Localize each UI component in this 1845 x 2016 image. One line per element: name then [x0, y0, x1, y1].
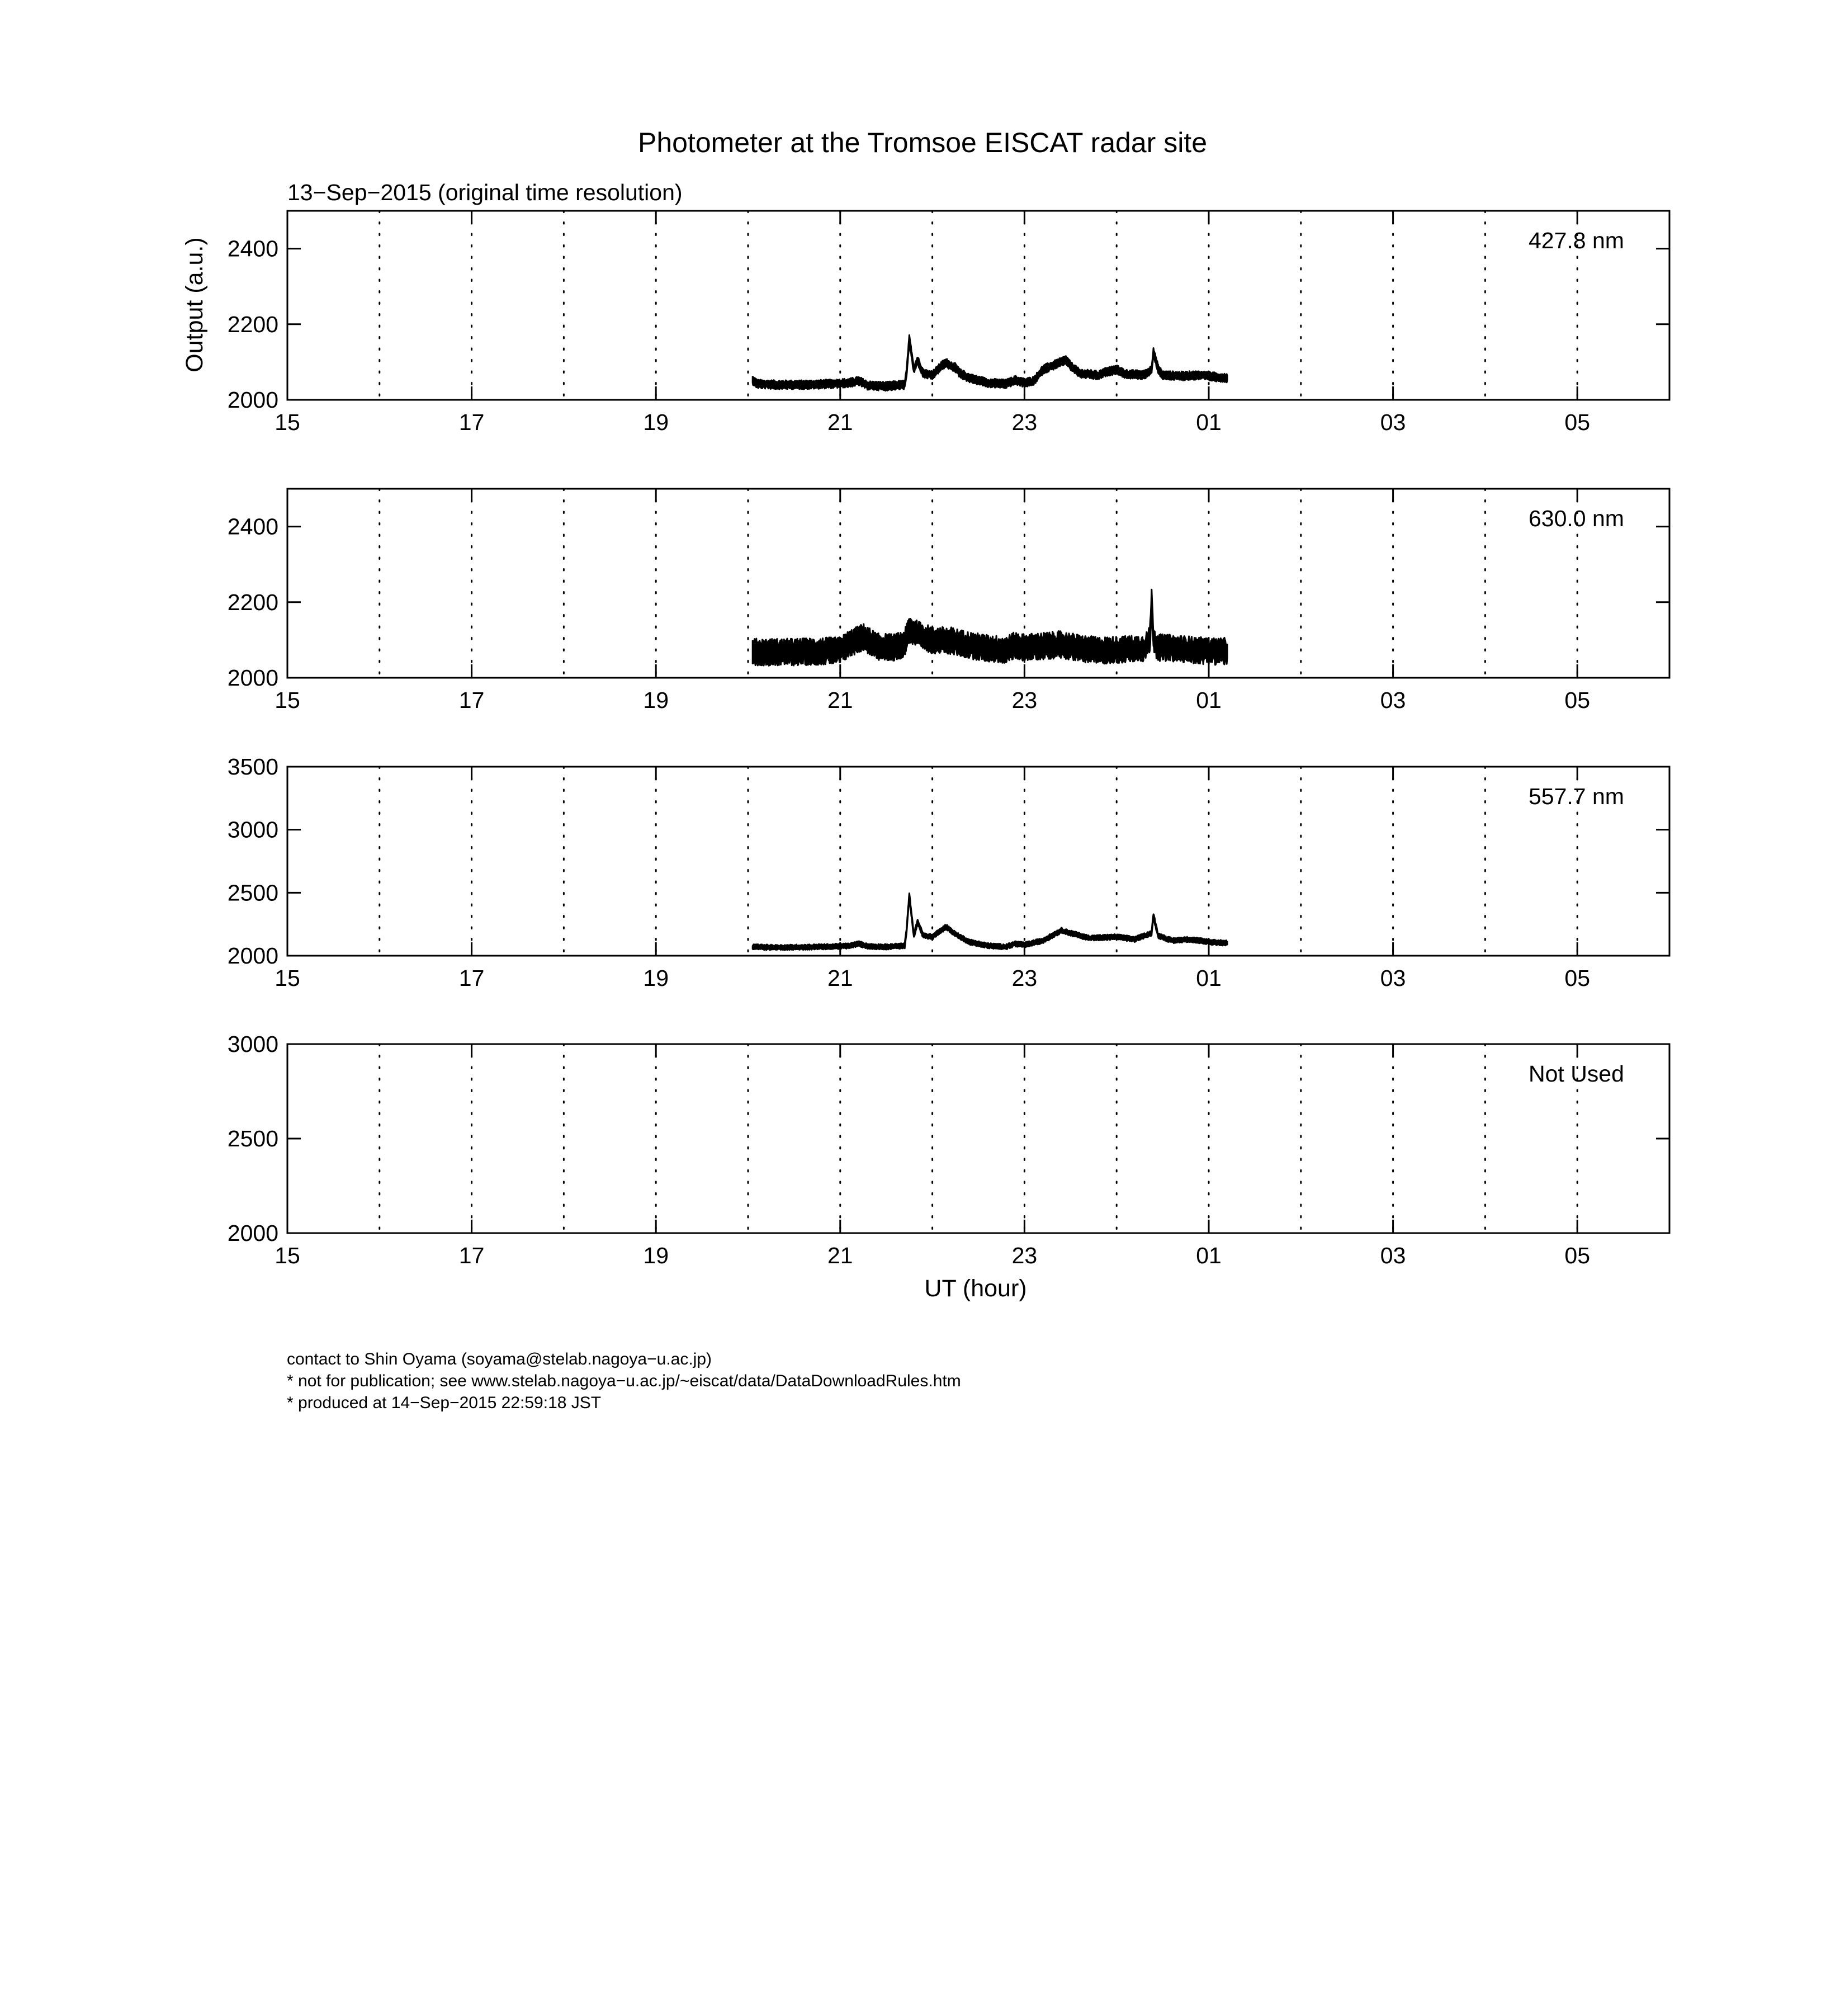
- x-tick-label: 19: [643, 687, 669, 713]
- x-tick-label: 03: [1380, 409, 1406, 435]
- x-tick-label: 05: [1564, 1243, 1591, 1268]
- x-tick-label: 05: [1564, 409, 1591, 435]
- axes-box: [287, 767, 1669, 956]
- x-tick-label: 15: [275, 965, 300, 991]
- panel-3: [228, 754, 1669, 991]
- y-tick-label: 2400: [227, 513, 278, 540]
- footer-line-contact: contact to Shin Oyama (soyama@stelab.nagoya−u.ac.jp): [287, 1350, 712, 1368]
- y-tick-label: 3000: [227, 1031, 278, 1057]
- x-tick-label: 15: [275, 409, 300, 435]
- x-tick-label: 01: [1196, 965, 1222, 991]
- x-tick-label: 19: [643, 1243, 669, 1268]
- x-tick-label: 21: [827, 687, 853, 713]
- figure-title: Photometer at the Tromsoe EISCAT radar site: [637, 127, 1208, 158]
- x-tick-label: 21: [827, 409, 853, 435]
- x-tick-label: 17: [458, 687, 485, 713]
- x-tick-label: 03: [1380, 687, 1406, 713]
- x-tick-label: 15: [275, 687, 300, 713]
- y-tick-label: 2200: [227, 311, 278, 337]
- x-tick-label: 17: [458, 1243, 485, 1268]
- x-tick-label: 03: [1380, 1243, 1406, 1268]
- panel-4: [228, 1031, 1669, 1268]
- x-tick-label: 01: [1196, 687, 1222, 713]
- x-tick-label: 23: [1011, 409, 1038, 435]
- x-tick-label: 23: [1011, 687, 1038, 713]
- footer-line-produced: * produced at 14−Sep−2015 22:59:18 JST: [287, 1394, 602, 1412]
- wavelength-label: Not Used: [1529, 1061, 1624, 1087]
- x-axis-label: UT (hour): [924, 1275, 1027, 1302]
- x-tick-label: 17: [458, 965, 485, 991]
- y-tick-label: 2400: [227, 235, 278, 262]
- x-tick-label: 05: [1564, 687, 1591, 713]
- wavelength-label: 557.7 nm: [1529, 783, 1624, 809]
- x-tick-label: 17: [458, 409, 485, 435]
- data-trace: [753, 335, 1227, 391]
- x-tick-label: 01: [1196, 1243, 1222, 1268]
- x-tick-label: 15: [275, 1243, 300, 1268]
- axes-box: [287, 1044, 1669, 1233]
- panel-1: [228, 211, 1669, 435]
- y-tick-label: 2500: [227, 1126, 278, 1151]
- y-tick-label: 2200: [227, 589, 278, 615]
- x-tick-label: 21: [827, 965, 853, 991]
- x-tick-label: 19: [643, 409, 669, 435]
- x-tick-label: 23: [1011, 965, 1038, 991]
- x-tick-label: 01: [1196, 409, 1222, 435]
- x-tick-label: 19: [643, 965, 669, 991]
- y-tick-label: 2000: [227, 387, 278, 413]
- y-tick-label: 2500: [227, 880, 278, 906]
- y-axis-label: Output (a.u.): [181, 237, 208, 372]
- x-tick-label: 23: [1011, 1243, 1038, 1268]
- x-tick-label: 21: [827, 1243, 853, 1268]
- figure-subtitle: 13−Sep−2015 (original time resolution): [287, 180, 683, 205]
- wavelength-label: 630.0 nm: [1529, 506, 1624, 531]
- y-tick-label: 2000: [227, 665, 278, 691]
- axes-box: [287, 211, 1669, 400]
- y-tick-label: 3500: [227, 754, 278, 780]
- footer-line-publication: * not for publication; see www.stelab.nagoya−u.ac.jp/~eiscat/data/DataDownloadRules.htm: [287, 1372, 961, 1390]
- y-tick-label: 3000: [227, 816, 278, 843]
- x-tick-label: 05: [1564, 965, 1591, 991]
- y-tick-label: 2000: [227, 1220, 278, 1246]
- wavelength-label: 427.8 nm: [1529, 228, 1624, 253]
- y-tick-label: 2000: [227, 943, 278, 969]
- data-trace: [753, 893, 1227, 950]
- x-tick-label: 03: [1380, 965, 1406, 991]
- data-trace: [753, 589, 1227, 665]
- panel-2: [228, 489, 1669, 713]
